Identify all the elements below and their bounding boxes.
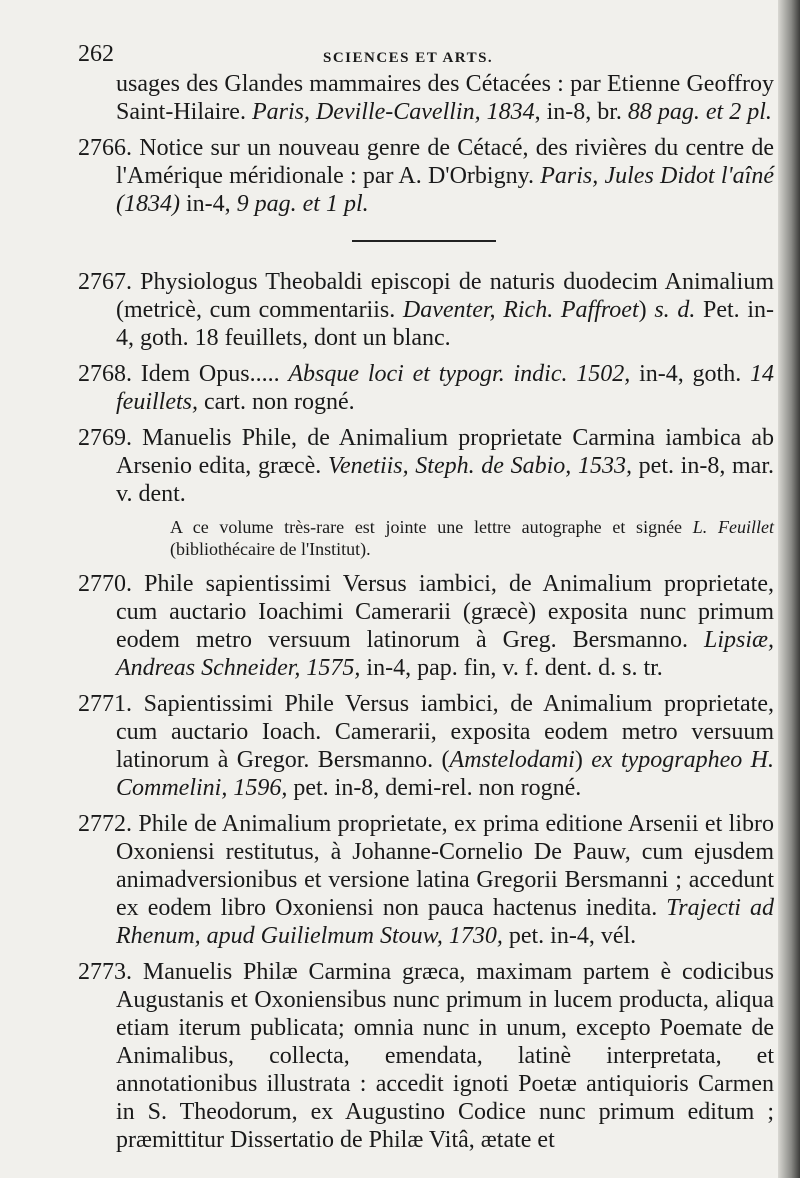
entry-2768: 2768. Idem Opus..... Absque loci et typogr. indic. 1502, in-4, goth. 14 feuillets, cart. non rogné.	[78, 361, 775, 415]
entry-2772: 2772. Phile de Animalium proprietate, ex prima editione Arsenii et libro Oxoniensi restitutus, à Johanne-Cornelio De Pauw, cum ejusdem animadversionibus et versione latina Gregorii Bersmanni ; accedunt ex eodem libro Oxoniensi non pauca hactenus inedita. Trajecti ad Rhenum, apud Guilielmum Stouw, 1730, pet. in-4, vél.	[78, 811, 775, 949]
entry-2773: 2773. Manuelis Philæ Carmina græca, maximam partem è codicibus Augustanis et Oxoniensibus nunc primum in lucem producta, aliqua etiam iterum publicata; omnia nunc in unum, excepto Poemate de Animalibus, collecta, emendata, latinè interpretata, et annotationibus illustrata : accedit ignoti Poetæ antiquioris Carmen in S. Theodorum, ex Augustino Codice nunc primum editum ; præmittitur Dissertatio de Philæ Vitâ, ætate et	[78, 959, 774, 1153]
continued-entry: usages des Glandes mammaires des Cétacées : par Etienne Geoffroy Saint-Hilaire. Paris, Deville-Cavellin, 1834, in-8, br. 88 pag. et 2 pl.	[116, 71, 774, 125]
running-title: SCIENCES ET ARTS.	[323, 50, 494, 66]
page-number: 262	[78, 41, 114, 67]
entry-2766: 2766. Notice sur un nouveau genre de Cétacé, des rivières du centre de l'Amérique méridionale : par A. D'Orbigny. Paris, Jules Didot l'aîné (1834) in-4, 9 pag. et 1 pl.	[78, 135, 774, 217]
section-divider	[352, 240, 496, 242]
entry-2767: 2767. Physiologus Theobaldi episcopi de naturis duodecim Animalium (metricè, cum commentariis. Daventer, Rich. Paffroet) s. d. Pet. in-4, goth. 18 feuillets, dont un blanc.	[78, 269, 774, 351]
entry-2771: 2771. Sapientissimi Phile Versus iambici, de Animalium proprietate, cum auctario Ioach. Camerarii, exposita eodem metro versuum latinorum à Gregor. Bersmanno. (Amstelodami) ex typographeo H. Commelini, 1596, pet. in-8, demi-rel. non rogné.	[78, 691, 775, 801]
entry-2769: 2769. Manuelis Phile, de Animalium proprietate Carmina iambica ab Arsenio edita, græcè. Venetiis, Steph. de Sabio, 1533, pet. in-8, mar. v. dent.	[78, 425, 774, 507]
entry-2770: 2770. Phile sapientissimi Versus iambici, de Animalium proprietate, cum auctario Ioachimi Camerarii (græcè) exposita nunc primum eodem metro versuum latinorum à Greg. Bersmanno. Lipsiæ, Andreas Schneider, 1575, in-4, pap. fin, v. f. dent. d. s. tr.	[78, 571, 774, 681]
page-edge-shadow	[778, 0, 800, 1178]
entry-2769-note: A ce volume très-rare est jointe une lettre autographe et signée L. Feuillet (bibliothécaire de l'Institut).	[170, 517, 774, 559]
book-page	[78, 0, 774, 1162]
running-head	[78, 0, 774, 70]
